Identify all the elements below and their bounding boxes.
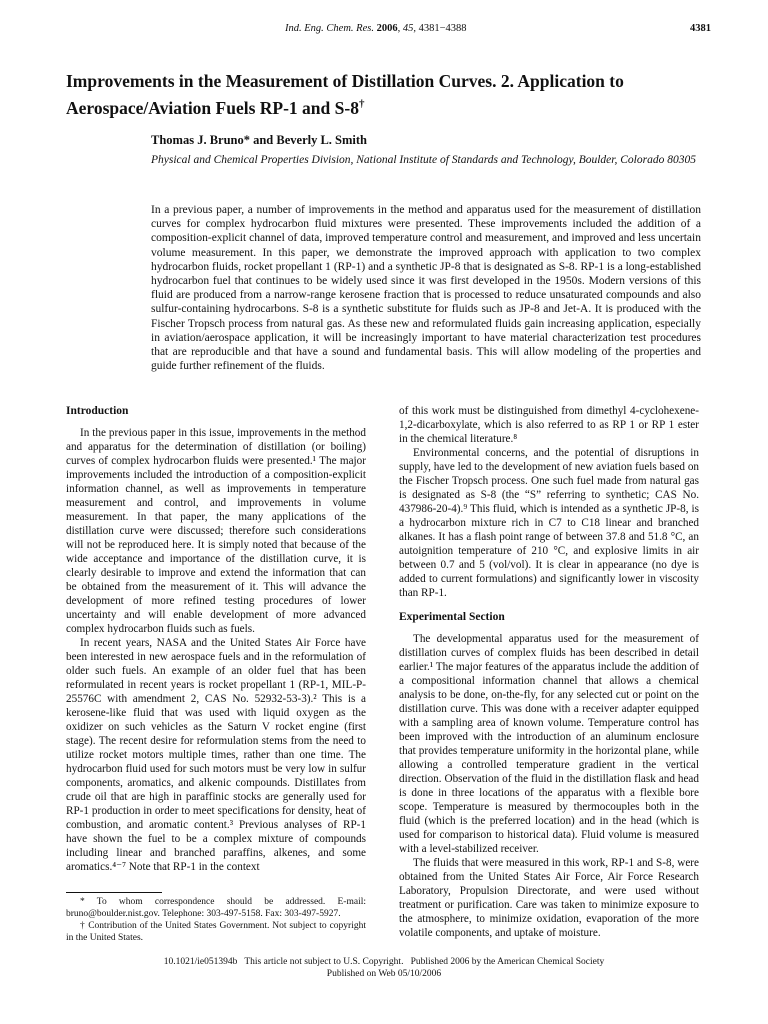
page-number: 4381 <box>690 23 711 34</box>
footnote-correspondence: * To whom correspondence should be addressed. E-mail: bruno@boulder.nist.gov. Telephone: 303-497-5158. Fax: 303-497-5927. <box>66 897 366 919</box>
intro-paragraph-2: In recent years, NASA and the United States Air Force have been interested in new aerospace fuels and in the reformulation of older such fuels. An example of an older fuel that has been reformulated in recent years is rocket propellant 1 (RP-1, MIL-P-25576C with amendment 2, CAS No. 52932-53-3).² This is a kerosene-like fluid that was used with liquid oxygen as the oxidizer on such vehicles as the Saturn V rocket engine (first stage). The recent desire for reformulation stems from the need to utilize rocket motors multiple times, rather than one time. The hydrocarbon fluid used for such motors must be very low in sulfur components, aromatics, and alkenic compounds. Distillates from crude oil that are high in paraffinic stocks are generally used for RP-1 production in order to meet specifications for density, heat of combustion, and aromatic content.³ Previous analyses of RP-1 have shown the fuel to be a complex mixture of compounds including linear and branched paraffins, alkenes, and some aromatics.⁴⁻⁷ Note that RP-1 in the context <box>66 637 366 873</box>
experimental-paragraph-1: The developmental apparatus used for the measurement of distillation curves of complex fluids has been described in detail earlier.¹ The major features of the apparatus include the addition of a compositional information channel that allows a chemical analysis to be done, on-the-fly, for any selected cut or point on the distillation curve. This was done with a receiver adapter equipped with a sampling area of known volume. Temperature control has been improved with the introduction of an aluminum enclosure that provides temperature uniformity in the horizontal plane, while allowing a controlled temperature gradient in the vertical direction. Observation of the fluid in the distillation flask and head is done in three locations of the apparatus with a flexible bore scope. Temperature is measured by thermocouples both in the fluid (which is the preferred location) and in the head (which is used for comparison to historical data). Fluid volume is measured with a level-stabilized receiver. <box>399 633 699 855</box>
footnotes <box>66 896 366 944</box>
left-column <box>66 404 366 874</box>
intro-paragraph-1: In the previous paper in this issue, improvements in the method and apparatus for the determination of distillation (or boiling) curves of complex hydrocarbon fluids were presented.¹ The major improvements included the introduction of a composition-explicit information channel, as well as improvements in temperature measurement and control, and improvements in volume measurement. In that paper, the many applications of the distillation curve were discussed; therefore such considerations will not be reproduced here. It is simply noted that because of the wide acceptance and importance of the distillation curve, it is clearly desirable to improve and extend the information that can be obtained from the measurement of it. This will advance the development of more refined testing procedures of lower uncertainty and will enable development of more advanced complex hydrocarbon fluids such as fuels. <box>66 427 366 635</box>
introduction-heading: Introduction <box>66 405 129 417</box>
right-column <box>399 404 699 940</box>
journal-pages: 4381−4388 <box>418 23 467 34</box>
journal-abbrev: Ind. Eng. Chem. Res. <box>285 23 374 34</box>
journal-year: 2006 <box>376 23 398 34</box>
author-list: Thomas J. Bruno* and Beverly L. Smith <box>151 133 368 147</box>
abstract: In a previous paper, a number of improvements in the method and apparatus used for the measurement of distillation curves for complex hydrocarbon fluid mixtures were presented. These improvements included the addition of a composition-explicit channel of data, improved temperature control and measurement, and improved and less uncertain volume measurement. In this paper, we demonstrate the improved approach with application to two complex hydrocarbon fluids, rocket propellant 1 (RP-1) and a synthetic JP-8 that is designated as S-8. RP-1 is a long-established hydrocarbon fuel that continues to be widely used since it was first developed in the 1950s. Modern versions of this fluid are produced from a narrow-range kerosene fraction that is processed to reduce unsaturated compounds and also sulfur-containing hydrocarbons. S-8 is a synthetic substitute for fluids such as JP-8 and Jet-A. It is produced with the Fischer Tropsch process from natural gas. As these new and reformulated fluids gain increasing application, especially in aviation/aerospace application, it will be increasingly important to have material characterization test procedures that are reproducible and that have a sound and fundamental basis. This will allow modeling of the properties and guide further refinement of the fluids. <box>151 204 701 373</box>
article-title-text: Improvements in the Measurement of Distillation Curves. 2. Application to Aerospace/Aviation Fuels RP-1 and S-8 <box>66 71 624 118</box>
title-footnote-mark: † <box>358 98 365 110</box>
footnote-rule <box>66 892 162 893</box>
footnote-contribution: † Contribution of the United States Government. Not subject to copyright in the United States. <box>66 921 366 943</box>
journal-volume: 45 <box>402 23 414 34</box>
doi-copyright-line: 10.1021/ie051394b This article not subject to U.S. Copyright. Published 2006 by the American Chemical Society <box>163 957 605 967</box>
intro-paragraph-3: Environmental concerns, and the potential of disruptions in supply, have led to the development of new aviation fuels based on the Fischer Tropsch process. One such fuel made from natural gas is designated as S-8 (the “S” referring to synthetic; CAS No. 437986-20-4).⁹ This fluid, which is intended as a synthetic JP-8, is a hydrocarbon mixture rich in C7 to C18 linear and branched alkanes. It has a flash point range of between 37.8 and 51.8 °C, an autoignition temperature of 210 °C, and explosive limits in air between 0.7 and 5 (vol/vol). It is clear in appearance (no dye is added to current formulations) and significantly lower in viscosity than RP-1. <box>399 447 700 599</box>
experimental-paragraph-2: The fluids that were measured in this work, RP-1 and S-8, were obtained from the United States Air Force, Air Force Research Laboratory, Propulsion Directorate, and were used without treatment or purification. Care was taken to minimize exposure to the atmosphere, to minimize oxidation, evaporation of the more volatile components, and uptake of moisture. <box>399 857 699 939</box>
published-on-web: Published on Web 05/10/2006 <box>326 969 442 979</box>
affiliation: Physical and Chemical Properties Division, National Institute of Standards and Technology, Boulder, Colorado 80305 <box>151 154 696 166</box>
intro-paragraph-continued: of this work must be distinguished from dimethyl 4-cyclohexene-1,2-dicarboxylate, which is also referred to as RP 1 or RP 1 ester in the chemical literature.⁸ <box>399 405 699 445</box>
journal-citation: Ind. Eng. Chem. Res. 2006, 45, 4381−4388 <box>285 23 467 34</box>
experimental-heading: Experimental Section <box>399 611 505 623</box>
article-title <box>66 70 706 120</box>
